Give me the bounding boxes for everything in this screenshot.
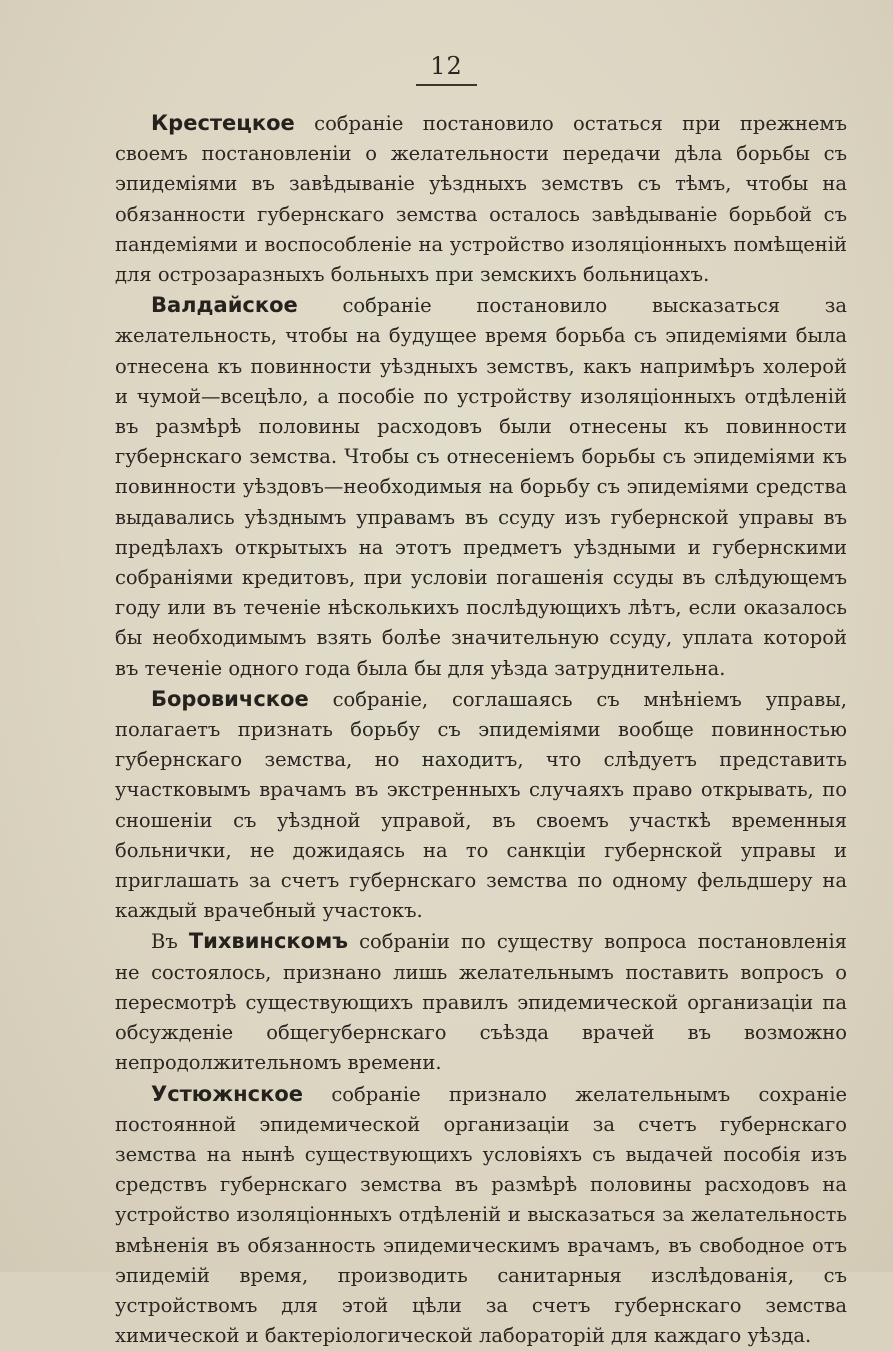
paragraph-text: собраніе признало желательнымъ сохраніе постоянной эпидемической организаціи за счетъ губернскаго земства на нынѣ существующихъ условіяхъ съ выдачей пособія изъ средствъ губернскаго земства въ размѣрѣ половины расходовъ на устройство изоляціонныхъ отдѣленій и высказаться за желательность вмѣненія въ обязанность эпидемическимъ врачамъ, въ свободное отъ эпидемій время, производить санитарныя изслѣдованія, съ устройствомъ для этой цѣли за счетъ губернскаго земства химической и бактеріологической лабораторій для каждаго уѣзда.: [115, 1083, 847, 1348]
paragraph-text: собраніе, соглашаясь съ мнѣніемъ управы, полагаетъ признать борьбу съ эпидеміями вообще повинностью губернскаго земства, но находитъ, что слѣдуетъ представить участковымъ врачамъ въ экстренныхъ случаяхъ право открывать, по сношеніи съ уѣздной управой, въ своемъ участкѣ временныя больнички, не дожидаясь на то санкціи губернской управы и приглашать за счетъ губернскаго земства по одному фельдшеру на каждый врачебный участокъ.: [115, 688, 847, 922]
paragraph-text: собраніи по существу вопроса постановленія не состоялось, признано лишь желательнымъ поставить вопросъ о пересмотрѣ существующихъ правилъ эпидемической организаціи па обсужденіе общегубернскаго съѣзда врачей въ возможно непродолжительномъ времени.: [115, 930, 847, 1074]
paragraph-valdayskoe: [115, 290, 847, 684]
paragraph-text: собраніе постановило остаться при прежнемъ своемъ постановленіи о желательности передачи дѣла борьбы съ эпидеміями въ завѣдываніе уѣздныхъ земствъ съ тѣмъ, чтобы на обязанности губернскаго земства осталось завѣдываніе борьбой съ пандеміями и воспособленіе на устройство изоляціонныхъ помѣщеній для острозаразныхъ больныхъ при земскихъ больницахъ.: [115, 112, 847, 286]
paragraph-lead: Въ: [151, 930, 189, 953]
paragraph-ustyuzhnskoe: [115, 1079, 847, 1351]
page-header: [0, 52, 893, 86]
place-name-valdayskoe: Валдайское: [151, 293, 298, 317]
place-name-tikhvinskoe: Тихвинскомъ: [189, 929, 348, 953]
paragraph-borovichskoe: [115, 684, 847, 927]
body-text: [115, 108, 847, 1351]
place-name-borovichskoe: Боровичское: [151, 687, 309, 711]
page-number: 12: [416, 52, 477, 86]
paragraph-krestetskoe: [115, 108, 847, 290]
paragraph-tikhvinskoe: [115, 926, 847, 1078]
place-name-ustyuzhnskoe: Устюжнское: [151, 1082, 303, 1106]
paragraph-text: собраніе постановило высказаться за желательность, чтобы на будущее время борьба съ эпидеміями была отнесена къ повинности уѣздныхъ земствъ, какъ напримѣръ холерой и чумой—всецѣло, а пособіе по устройству изоляціонныхъ отдѣленій въ размѣрѣ половины расходовъ были отнесены къ повинности губернскаго земства. Чтобы съ отнесеніемъ борьбы съ эпидеміями къ повинности уѣздовъ—необходимыя на борьбу съ эпидеміями средства выдавались уѣзднымъ управамъ въ ссуду изъ губернской управы въ предѣлахъ открытыхъ на этотъ предметъ уѣздными и губернскими собраніями кредитовъ, при условіи погашенія ссуды въ слѣдующемъ году или въ теченіе нѣсколькихъ послѣдующихъ лѣтъ, если оказалось бы необходимымъ взять болѣе значительную ссуду, уплата которой въ теченіе одного года была бы для уѣзда затруднительна.: [115, 294, 847, 679]
place-name-krestetskoe: Крестецкое: [151, 111, 295, 135]
